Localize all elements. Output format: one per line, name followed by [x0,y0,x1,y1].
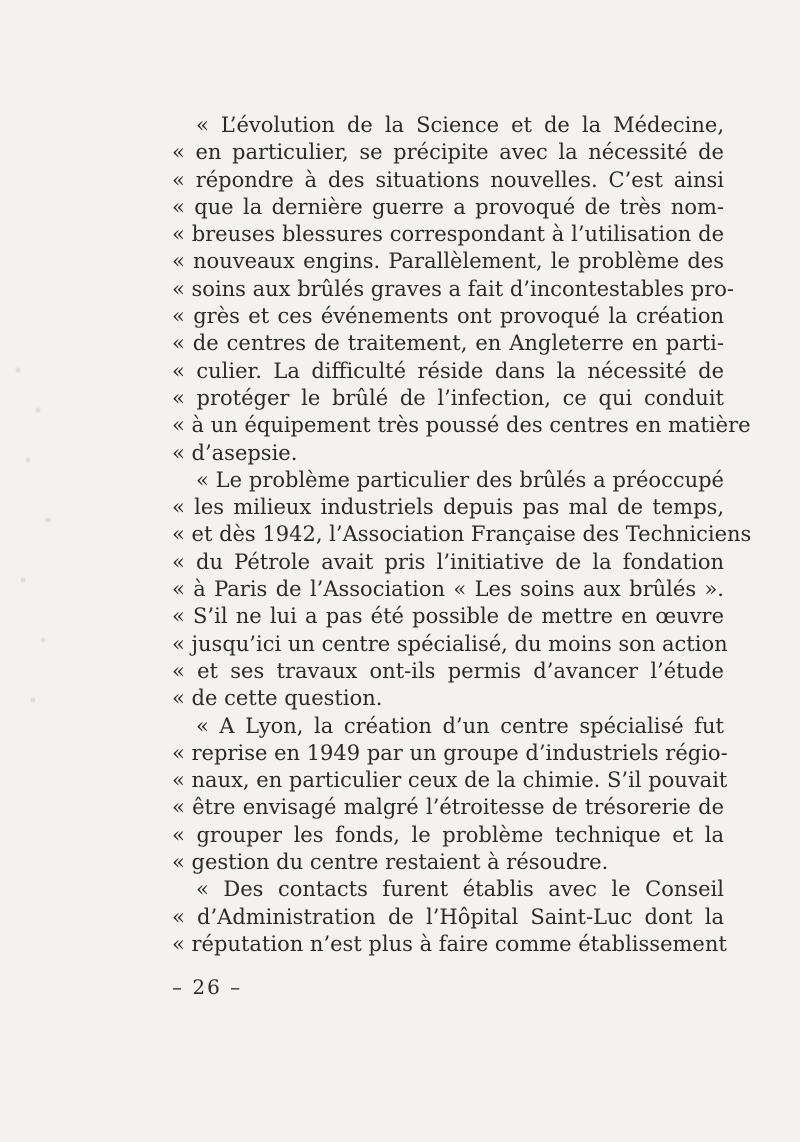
body-text [172,112,752,958]
text-line: « d’asepsie. [172,440,298,465]
text-line: « Des contacts furent établis avec le Conseil [196,877,724,902]
text-line: « d’Administration de l’Hôpital Saint-Luc dont la [172,904,724,929]
text-line: « et ses travaux ont-ils permis d’avancer l’étude [172,658,724,683]
text-line: « de centres de traitement, en Angleterre en parti- [172,331,724,356]
text-line: « breuses blessures correspondant à l’utilisation de [172,222,724,247]
text-line: « L’évolution de la Science et de la Médecine, [196,113,724,137]
text-line: « soins aux brûlés graves a fait d’incontestables pro- [172,276,735,301]
text-line: « S’il ne lui a pas été possible de mettre en œuvre [172,604,724,629]
text-line: « gestion du centre restaient à résoudre. [172,850,609,875]
text-line: « à Paris de l’Association « Les soins aux brûlés ». [172,577,724,602]
text-line: « et dès 1942, l’Association Française des Techniciens [172,522,752,547]
text-line: « du Pétrole avait pris l’initiative de la fondation [172,549,724,574]
text-line: « Le problème particulier des brûlés a préoccupé [196,467,724,492]
text-line: « de cette question. [172,686,383,711]
text-line: « jusqu’ici un centre spécialisé, du moins son action [172,631,728,656]
text-line: « les milieux industriels depuis pas mal de temps, [172,495,724,520]
text-line: « répondre à des situations nouvelles. C’est ainsi [172,167,724,192]
text-line: « que la dernière guerre a provoqué de très nom- [172,194,724,219]
page-number: – 26 – [172,975,243,999]
text-line: « naux, en particulier ceux de la chimie. S’il pouvait [172,768,728,793]
text-line: « nouveaux engins. Parallèlement, le problème des [172,249,724,274]
text-line: « culier. La difficulté réside dans la nécessité de [172,358,724,383]
text-line: « reprise en 1949 par un groupe d’industriels régio- [172,740,728,765]
text-line: « A Lyon, la création d’un centre spécialisé fut [196,713,724,738]
show-through-marks [8,350,68,750]
text-line: « protéger le brûlé de l’infection, ce qui conduit [172,385,724,410]
text-line: « réputation n’est plus à faire comme établissement [172,931,727,956]
text-line: « être envisagé malgré l’étroitesse de trésorerie de [172,795,724,820]
text-line: « grès et ces événements ont provoqué la création [172,304,724,329]
text-line: « grouper les fonds, le problème technique et la [172,822,724,847]
text-line: « à un équipement très poussé des centres en matière [172,413,751,438]
text-line: « en particulier, se précipite avec la nécessité de [172,140,724,165]
